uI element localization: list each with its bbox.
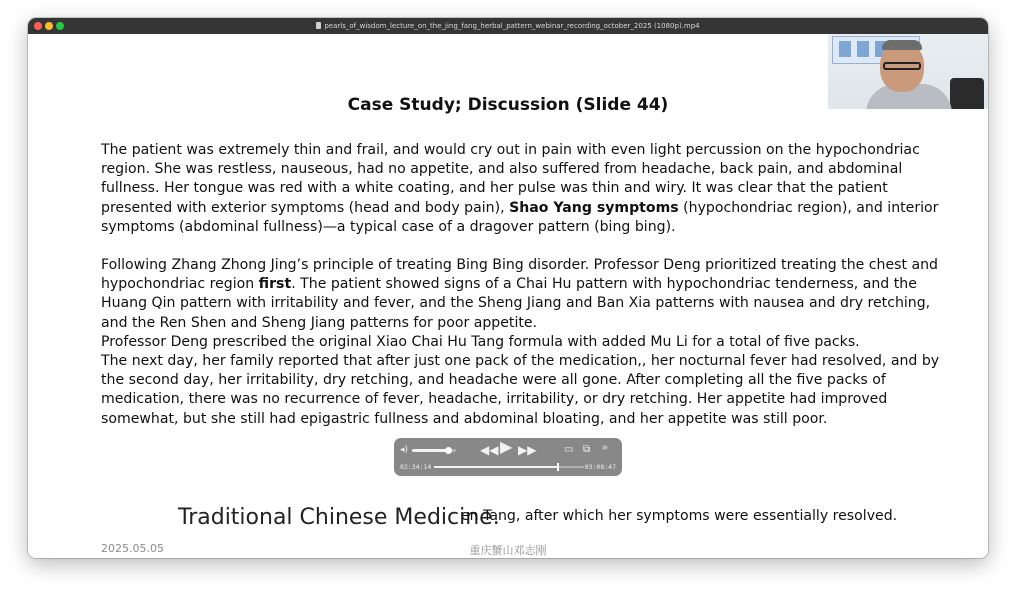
slide-title: Case Study; Discussion (Slide 44)	[347, 95, 669, 115]
airplay-button[interactable]: ▭	[564, 442, 573, 458]
overlay-heading: Traditional Chinese Medicine.	[178, 505, 500, 530]
file-icon	[316, 22, 321, 29]
playhead[interactable]	[557, 463, 559, 471]
window-title	[28, 19, 988, 33]
webcam-video	[828, 34, 988, 109]
total-time: 03:08:47	[584, 463, 616, 471]
webcam-presenter-hair	[882, 40, 922, 50]
video-frame[interactable]	[28, 34, 988, 558]
slide-body	[101, 141, 941, 429]
more-options-button[interactable]: »	[602, 440, 608, 456]
volume-fill	[412, 449, 448, 452]
paragraph-1-bold: Shao Yang symptoms	[509, 199, 679, 216]
slide-footer-author: 重庆蟹山邓志刚	[469, 544, 547, 557]
paragraph-3: Professor Deng prescribed the original Xiao Chai Hu Tang formula with added Mu Li for a total of five packs.	[101, 333, 860, 350]
rewind-button[interactable]: ◀◀	[480, 443, 499, 457]
title-bar	[28, 18, 988, 35]
fast-forward-button[interactable]: ▶▶	[518, 443, 537, 457]
paragraph-4: The next day, her family reported that after just one pack of the medication,, her nocturnal fever had resolved, and by the second day, her irritability, dry retching, and headache were all gone. After completing all the five packs of medication, there was no recurrence of fever, headache, irritability, or dry retching. Her appetite had improved somewhat, but she still had epigastric fullness and abdominal bloating, and her appetite was still poor.	[101, 353, 940, 427]
progress-bar[interactable]	[434, 466, 584, 468]
progress-fill	[434, 466, 557, 468]
overlay-line: en Tang, after which her symptoms were essentially resolved.	[461, 508, 898, 524]
webcam-chair	[950, 78, 984, 109]
play-button[interactable]: ▶	[500, 439, 513, 456]
picture-in-picture-button[interactable]: ⧉	[583, 442, 590, 458]
paragraph-1-text-b: (hypochondriac region), and interior symptoms (abdominal fullness)—a typical case of a dragover pattern (bing bing).	[101, 199, 939, 235]
slide-footer-date: 2025.05.05	[101, 542, 164, 555]
paragraph-2-text-b: . The patient showed signs of a Chai Hu pattern with hypochondriac tenderness, and the Huang Qin pattern with irritability and fever, and the Sheng Jiang and Ban Xia patterns with nausea and dry retching, and the Ren Shen and Sheng Jiang patterns for poor appetite.	[101, 276, 931, 331]
video-player-window	[28, 18, 988, 558]
paragraph-1	[101, 141, 941, 237]
window-title-text: pearls_of_wisdom_lecture_on_the_jing_fang_herbal_pattern_webinar_recording_october_2025 (1080p).mp4	[324, 22, 700, 30]
paragraph-1-text-a: The patient was extremely thin and frail, and would cry out in pain with even light percussion on the hypochondriac region. She was restless, nauseous, had no appetite, and also suffered from headache, back pain, and abdominal fullness. Her tongue was red with a white coating, and her pulse was thin and wiry. It was clear that the patient presented with exterior symptoms (head and body pain),	[101, 142, 920, 216]
paragraph-2-text-a: Following Zhang Zhong Jing’s principle of treating Bing Bing disorder. Professor Deng prioritized treating the chest and hypochondriac region	[101, 257, 939, 293]
webcam-presenter-glasses	[883, 62, 921, 70]
current-time: 02:34:14	[400, 463, 432, 471]
playback-controls[interactable]	[394, 438, 622, 476]
volume-slider[interactable]	[412, 449, 456, 452]
paragraph-2-bold: first	[258, 276, 292, 293]
volume-knob[interactable]	[445, 447, 452, 454]
paragraph-2	[101, 256, 941, 333]
speaker-icon[interactable]: ◂)	[400, 445, 409, 455]
